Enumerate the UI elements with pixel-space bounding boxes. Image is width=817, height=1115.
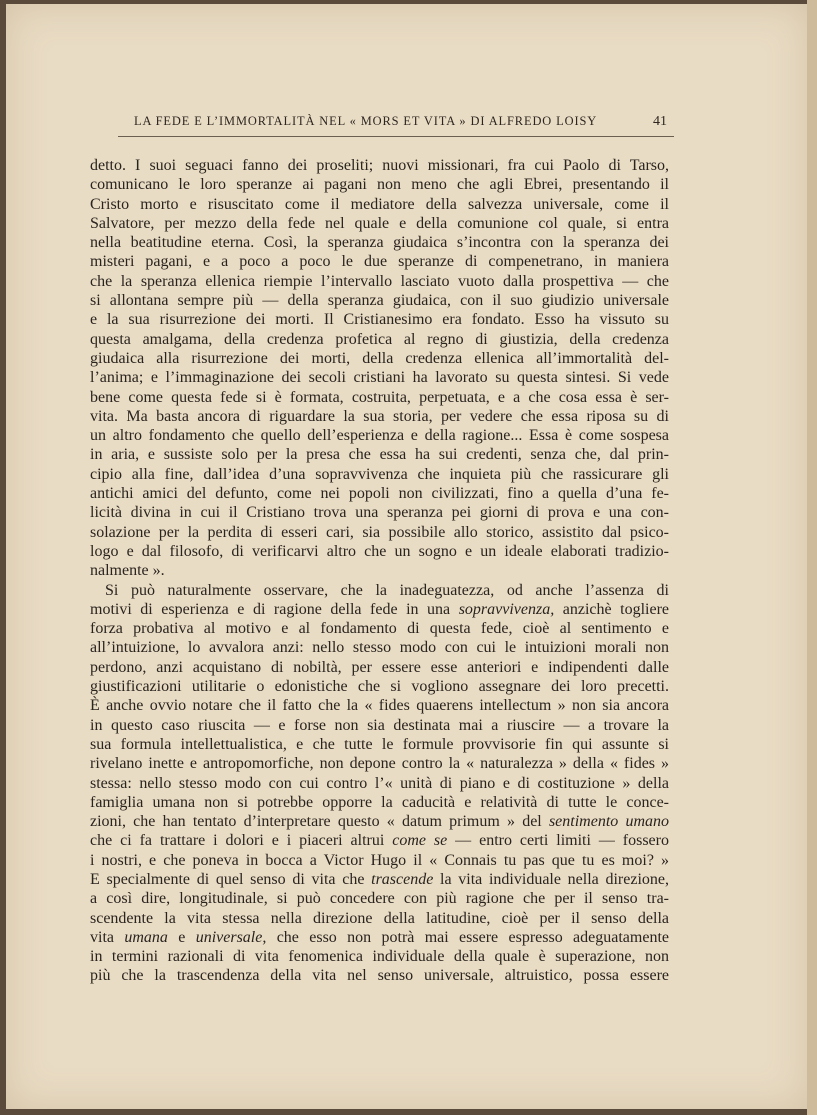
text-line: in questo caso riuscita — e forse non sia destinata mai a riuscire — a trovare la	[90, 716, 669, 734]
text-line: si allontana sempre più — della speranza giudaica, con il suo giudizio universale	[90, 292, 669, 310]
text-line: a così dire, longitudinale, si può concedere con più ragione che per il senso tra-	[90, 890, 669, 908]
paragraph-start-line: Si può naturalmente osservare, che la inadeguatezza, od anche l’assenza di	[105, 581, 669, 599]
text-line: all’intuizione, lo avvalora anzi: nello stesso modo con cui le intuizioni morali non	[90, 639, 669, 657]
text-fragment: vita	[90, 928, 125, 946]
text-fragment: la vita individuale nella direzione,	[433, 870, 669, 888]
text-line: stessa: nello stesso modo con cui contro l’« unità di piano e di costituzione » della	[90, 774, 669, 792]
text-line: antichi amici del defunto, come nei popoli non civilizzati, fino a quella d’una fe-	[90, 485, 669, 503]
text-line: e la sua risurrezione dei morti. Il Cristianesimo era fondato. Esso ha vissuto su	[90, 311, 669, 329]
italic-term: come se	[392, 832, 448, 850]
running-header	[134, 114, 667, 130]
text-fragment: zioni, che han tentato d’interpretare questo « datum primum » del	[90, 813, 549, 831]
text-line: nella beatitudine eterna. Così, la speranza giudaica s’incontra con la speranza dei	[90, 234, 669, 252]
text-line: È anche ovvio notare che il fatto che la « fides quaerens intellectum » non sia ancora	[90, 697, 669, 715]
text-line: vita. Ma basta ancora di riguardare la sua storia, per vedere che essa riposa su di	[90, 407, 669, 425]
text-line: che la speranza ellenica riempie l’intervallo lasciato vuoto dalla prospettiva — che	[90, 272, 669, 290]
text-fragment: che ci fa trattare i dolori e i piaceri altrui	[90, 832, 393, 850]
italic-term: universale,	[195, 928, 267, 946]
text-line	[90, 870, 669, 889]
text-line: giudaica alla risurrezione dei morti, della credenza ellenica all’immortalità del-	[90, 349, 669, 367]
text-line: rivelano inette e antropomorfiche, non depone contro la « naturalezza » della « fides »	[90, 755, 669, 773]
text-fragment: che esso non potrà mai essere espresso adeguatamente	[266, 928, 669, 946]
text-line: in termini razionali di vita fenomenica individuale della quale è superazione, non	[90, 948, 669, 966]
text-line	[90, 600, 669, 619]
text-line: più che la trascendenza della vita nel senso universale, altruistico, possa essere	[90, 967, 669, 985]
text-line: cipio alla fine, dall’idea d’una sopravvivenza che inquieta più che rassicurare gli	[90, 465, 669, 483]
text-line: bene come questa fede si è formata, costruita, perpetuata, e a che cosa essa è ser-	[90, 388, 669, 406]
page-number: 41	[653, 114, 667, 129]
text-fragment: e	[167, 928, 196, 946]
text-line: Cristo morto e risuscitato come il mediatore della salvezza universale, come il	[90, 195, 669, 213]
text-line: logo e dal filosofo, di verificarvi altro che un sogno e un ideale elaborati tradizio-	[90, 542, 669, 560]
text-line	[90, 812, 669, 831]
text-line	[90, 928, 669, 947]
text-line: perdono, anzi acquistano di nobiltà, per essere esse anteriori e indipendenti dalle	[90, 658, 669, 676]
running-title: LA FEDE E L’IMMORTALITÀ NEL « MORS ET VITA » DI ALFREDO LOISY	[134, 114, 598, 128]
page-edge	[807, 0, 817, 1115]
text-line: giustificazioni utilitarie o edonistiche che si vogliono assegnare dei loro precetti.	[90, 678, 669, 696]
text-line: questa amalgama, della credenza profetica al regno di giustizia, della credenza	[90, 330, 669, 348]
text-line: misteri pagani, e a poco a poco le due speranze di compenetrano, in maniera	[90, 253, 669, 271]
text-line: l’anima; e l’immaginazione dei secoli cristiani ha lavorato su questa sintesi. Si vede	[90, 369, 669, 387]
italic-term: sopravvivenza,	[458, 600, 555, 618]
text-line: licità divina in cui il Cristiano trova una speranza pei giorni di prova e una con-	[90, 504, 669, 522]
book-page	[6, 4, 808, 1109]
text-line: scendente la vita stessa nella direzione della latitudine, cioè per il senso della	[90, 909, 669, 927]
italic-term: sentimento umano	[548, 813, 669, 831]
text-line: forza probativa al motivo e al fondamento di questa fede, cioè al sentimento e	[90, 620, 669, 638]
text-line: nalmente ».	[90, 562, 165, 580]
text-fragment: — entro certi limiti — fossero	[447, 832, 669, 850]
text-fragment: motivi di esperienza e di ragione della fede in una	[90, 600, 459, 618]
italic-term: trascende	[371, 870, 434, 888]
text-line: Salvatore, per mezzo della fede nel quale e della comunione col quale, si entra	[90, 214, 669, 232]
text-fragment: E specialmente di quel senso di vita che	[90, 870, 372, 888]
header-rule	[118, 136, 674, 137]
text-line: sua formula intellettualistica, e che tutte le formule provvisorie fin qui assunte si	[90, 735, 669, 753]
text-line	[90, 831, 669, 850]
text-line: un altro fondamento che quello dell’esperienza e della ragione... Essa è come sospesa	[90, 427, 669, 445]
text-line: famiglia umana non si potrebbe opporre la caducità e relatività di tutte le conce-	[90, 793, 669, 811]
text-line: i nostri, e che poneva in bocca a Victor Hugo il « Connais tu pas que tu es moi? »	[90, 851, 669, 869]
text-fragment: anzichè togliere	[554, 600, 669, 618]
text-line: detto. I suoi seguaci fanno dei proseliti; nuovi missionari, fra cui Paolo di Tarso,	[90, 157, 669, 174]
text-line: solazione per la perdita di esseri cari, sia possibile allo storico, assistito dal psico-	[90, 523, 669, 541]
body-text	[90, 156, 669, 986]
text-line: in aria, e sussiste solo per la presa che essa ha sui credenti, senza che, dal prin-	[90, 446, 669, 464]
text-line: comunicano le loro speranze ai pagani non meno che agli Ebrei, presentando il	[90, 176, 669, 194]
italic-term: umana	[124, 928, 168, 946]
